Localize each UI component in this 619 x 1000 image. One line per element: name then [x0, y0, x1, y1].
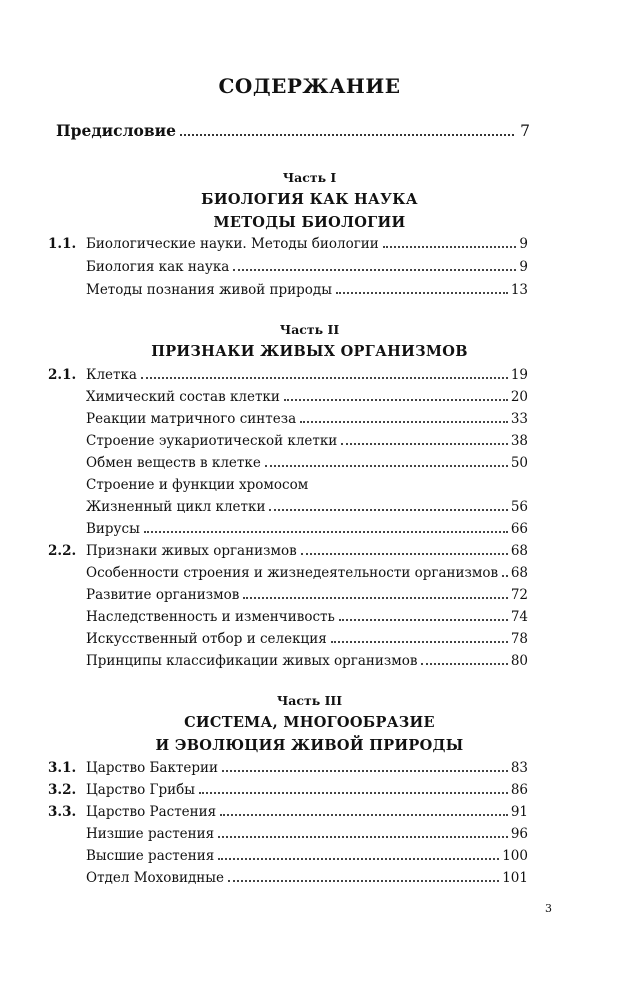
- preface-title: Предисловие: [56, 121, 176, 140]
- toc-entry: [48, 411, 528, 431]
- dot-leader: [331, 641, 508, 643]
- entry-title: Биологические науки. Методы биологии: [86, 236, 379, 252]
- page-number: 3: [545, 902, 552, 915]
- entry-page: 100: [502, 848, 528, 864]
- entry-title: Методы познания живой природы: [86, 282, 332, 298]
- dot-leader: [339, 619, 508, 621]
- entry-title: Отдел Моховидные: [86, 870, 225, 886]
- dot-leader: [301, 553, 508, 555]
- dot-leader: [228, 880, 499, 882]
- entry-page: 86: [510, 782, 528, 798]
- dot-leader: [141, 377, 508, 379]
- entry-title: Клетка: [86, 367, 137, 383]
- toc-entry: [48, 499, 528, 519]
- entry-title: Вирусы: [86, 521, 140, 537]
- toc-entry: [48, 653, 528, 673]
- entry-title: Строение и функции хромосом: [86, 477, 309, 493]
- entry-page: 78: [510, 631, 528, 647]
- entry-title: Принципы классификации живых организмов: [86, 653, 418, 669]
- entry-title: Строение эукариотической клетки: [86, 433, 338, 449]
- entry-page: 33: [510, 411, 528, 427]
- toc-entry: [48, 565, 528, 585]
- dot-leader: [341, 443, 508, 445]
- entry-page: 72: [510, 587, 528, 603]
- part-1-heading-line-1: БИОЛОГИЯ КАК НАУКА: [201, 191, 418, 208]
- toc-entry: [48, 804, 528, 824]
- toc-entry: [48, 631, 528, 651]
- toc-entry: [48, 521, 528, 541]
- entry-page: 13: [510, 282, 528, 298]
- toc-entry: [48, 870, 528, 890]
- dot-leader: [269, 509, 507, 511]
- entry-page: 38: [510, 433, 528, 449]
- entry-page: 66: [510, 521, 528, 537]
- entry-title: Царство Грибы: [86, 782, 195, 798]
- part-2-label: Часть II: [279, 322, 340, 337]
- entry-title: Наследственность и изменчивость: [86, 609, 335, 625]
- entry-page: 68: [510, 565, 528, 581]
- entry-title: Жизненный цикл клетки: [86, 499, 266, 515]
- toc-entry: [48, 389, 528, 409]
- entry-page: 83: [510, 760, 528, 776]
- entry-page: 9: [519, 259, 528, 275]
- dot-leader: [265, 465, 508, 467]
- entry-page: 80: [510, 653, 528, 669]
- dot-leader: [220, 814, 508, 816]
- preface-page: 7: [520, 122, 530, 140]
- entry-title: Особенности строения и жизнедеятельности организмов: [86, 565, 499, 581]
- toc-entry: [48, 433, 528, 453]
- entry-number: 3.3.: [48, 804, 77, 820]
- toc-entry: [48, 543, 528, 563]
- dot-leader: [502, 575, 508, 577]
- toc-entry: [48, 477, 528, 497]
- dot-leader: [421, 663, 507, 665]
- toc-entry: [48, 609, 528, 629]
- entry-title: Химический состав клетки: [86, 389, 280, 405]
- entry-title: Биология как наука: [86, 259, 230, 275]
- dot-leader: [199, 792, 508, 794]
- entry-title: Высшие растения: [86, 848, 215, 864]
- entry-title: Низшие растения: [86, 826, 215, 842]
- dot-leader: [243, 597, 507, 599]
- entry-number: 3.2.: [48, 782, 77, 798]
- entry-title: Искусственный отбор и селекция: [86, 631, 327, 647]
- entry-page: 19: [510, 367, 528, 383]
- toc-entry: [48, 782, 528, 802]
- entry-page: 50: [510, 455, 528, 471]
- part-1-heading-line-2: МЕТОДЫ БИОЛОГИИ: [213, 214, 406, 231]
- dot-leader: [180, 134, 514, 136]
- entry-page: 20: [510, 389, 528, 405]
- entry-number: 3.1.: [48, 760, 77, 776]
- toc-entry: [48, 259, 528, 279]
- entry-title: Реакции матричного синтеза: [86, 411, 297, 427]
- dot-leader: [233, 269, 516, 271]
- dot-leader: [284, 399, 508, 401]
- toc-entry: [48, 848, 528, 868]
- preface-entry: [56, 121, 530, 140]
- toc-entry: [48, 826, 528, 846]
- page-title: СОДЕРЖАНИЕ: [218, 74, 401, 98]
- entry-page: 68: [510, 543, 528, 559]
- part-1-label: Часть I: [282, 170, 337, 185]
- entry-title: Царство Бактерии: [86, 760, 219, 776]
- toc-entry: [48, 282, 528, 302]
- part-3-label: Часть III: [276, 693, 343, 708]
- dot-leader: [336, 292, 508, 294]
- dot-leader: [218, 858, 499, 860]
- entry-title: Царство Растения: [86, 804, 217, 820]
- entry-page: 91: [510, 804, 528, 820]
- entry-title: Развитие организмов: [86, 587, 240, 603]
- entry-page: 56: [510, 499, 528, 515]
- toc-entry: [48, 760, 528, 780]
- dot-leader: [144, 531, 508, 533]
- entry-page: 9: [519, 236, 528, 252]
- entry-title: Признаки живых организмов: [86, 543, 297, 559]
- entry-number: 2.2.: [48, 543, 77, 559]
- part-3-heading-line-1: СИСТЕМА, МНОГООБРАЗИЕ: [184, 714, 435, 731]
- part-3-heading-line-2: И ЭВОЛЮЦИЯ ЖИВОЙ ПРИРОДЫ: [155, 737, 464, 754]
- entry-number: 2.1.: [48, 367, 77, 383]
- entry-page: 101: [502, 870, 528, 886]
- dot-leader: [300, 421, 508, 423]
- dot-leader: [222, 770, 508, 772]
- dot-leader: [218, 836, 508, 838]
- toc-entry: [48, 236, 528, 256]
- toc-entry: [48, 367, 528, 387]
- toc-entry: [48, 455, 528, 475]
- entry-number: 1.1.: [48, 236, 77, 252]
- entry-page: 74: [510, 609, 528, 625]
- entry-page: 96: [510, 826, 528, 842]
- part-2-heading-line-1: ПРИЗНАКИ ЖИВЫХ ОРГАНИЗМОВ: [151, 343, 468, 360]
- entry-title: Обмен веществ в клетке: [86, 455, 261, 471]
- toc-entry: [48, 587, 528, 607]
- dot-leader: [383, 246, 517, 248]
